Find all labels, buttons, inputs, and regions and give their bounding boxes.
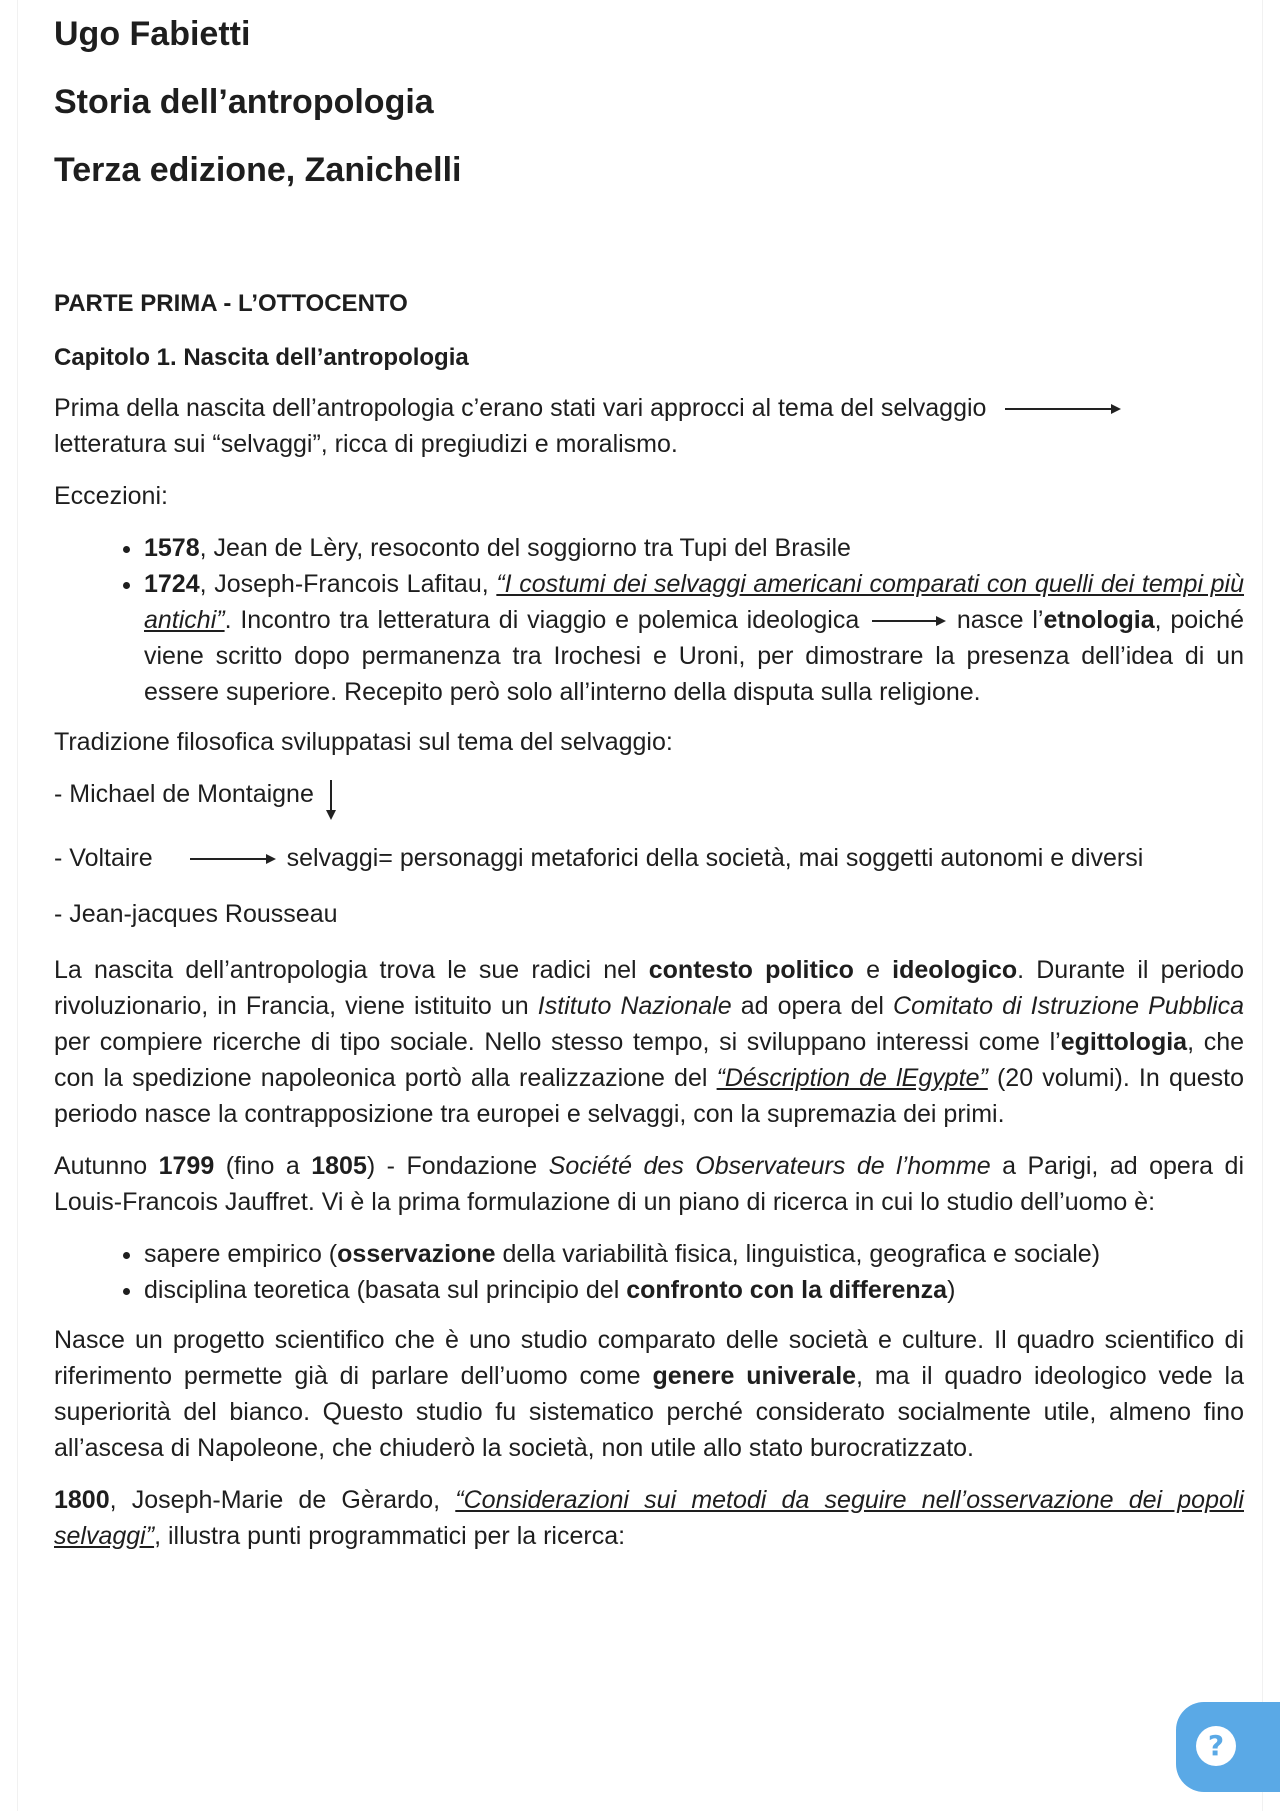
right-arrow-icon xyxy=(993,401,1123,417)
book-title: Storia dell’antropologia xyxy=(54,83,434,121)
work-title: “Déscription de lEgypte” xyxy=(716,1064,988,1092)
text: della variabilità fisica, linguistica, geografica e sociale) xyxy=(495,1240,1101,1268)
italic-term: Istituto Nazionale xyxy=(537,992,732,1020)
philosopher-montaigne xyxy=(54,776,1244,820)
paragraph-1799 xyxy=(54,1148,1244,1220)
text: ad opera del xyxy=(731,992,894,1020)
intro-line-2: letteratura sui “selvaggi”, ricca di pregiudizi e moralismo. xyxy=(54,430,678,458)
item-text: . Incontro tra letteratura di viaggio e polemica ideologica xyxy=(224,606,860,634)
text: , che con la spedizione napoleonica portò alla realizzazione del xyxy=(54,1028,1245,1092)
study-list xyxy=(54,1236,1244,1308)
item-text: nasce l’ xyxy=(956,606,1044,634)
item-text: , Jean de Lèry, resoconto del soggiorno tra Tupi del Brasile xyxy=(199,534,851,562)
year: 1578 xyxy=(144,534,200,562)
text: , illustra punti programmatici per la ricerca: xyxy=(154,1522,626,1550)
philosopher-voltaire xyxy=(54,840,1244,876)
chapter-heading: Capitolo 1. Nascita dell’antropologia xyxy=(54,344,469,371)
voltaire-result: selvaggi= personaggi metaforici della società, mai soggetti autonomi e diversi xyxy=(286,844,1144,872)
italic-term: Société des Observateurs de l’homme xyxy=(548,1152,991,1180)
text: e xyxy=(853,956,893,984)
edition-title: Terza edizione, Zanichelli xyxy=(54,151,462,189)
intro-paragraph xyxy=(54,390,1244,462)
intro-line-1: Prima della nascita dell’antropologia c’erano stati vari approcci al tema del selvaggio xyxy=(54,394,987,422)
question-mark-icon: ? xyxy=(1196,1726,1236,1766)
bold-term: osservazione xyxy=(337,1240,496,1268)
bold-term: contesto politico xyxy=(648,956,854,984)
exceptions-label: Eccezioni: xyxy=(54,482,168,510)
text: Autunno xyxy=(54,1152,159,1180)
text: (20 volumi). In questo periodo nasce la contrapposizione tra europei e selvaggi, con la supremazia dei primi. xyxy=(54,1064,1245,1128)
bold-term: ideologico xyxy=(892,956,1018,984)
year: 1799 xyxy=(158,1152,215,1180)
text: a Parigi, ad opera di Louis-Francois Jauffret. Vi è la prima formulazione di un piano di ricerca in cui lo studio dell’uomo è: xyxy=(54,1152,1245,1216)
philosopher-name: - Michael de Montaigne xyxy=(54,780,314,808)
list-item xyxy=(144,1272,1244,1308)
term: etnologia xyxy=(1043,606,1155,634)
text: Nasce un progetto scientifico che è uno studio comparato delle società e culture. Il quadro scientifico di riferimento permette già di parlare dell’uomo come xyxy=(54,1326,1244,1390)
work-title: “Considerazioni sui metodi da seguire nell’osservazione dei popoli selvaggi” xyxy=(54,1486,1244,1550)
author-title: Ugo Fabietti xyxy=(54,15,251,53)
paragraph-1800 xyxy=(54,1482,1244,1554)
bold-term: genere univerale xyxy=(652,1362,857,1390)
text: , ma il quadro ideologico vede la superiorità del bianco. Questo studio fu sistematico perché considerato socialmente utile, almeno fino all’ascesa di Napoleone, che chiuderò la società, non utile allo stato burocratizzato. xyxy=(54,1362,1244,1462)
year: 1805 xyxy=(311,1152,367,1180)
text: (fino a xyxy=(214,1152,312,1180)
text: La nascita dell’antropologia trova le sue radici nel xyxy=(54,956,649,984)
help-button[interactable] xyxy=(1176,1702,1280,1792)
text: ) - Fondazione xyxy=(366,1152,549,1180)
document-content xyxy=(54,14,1244,1570)
bold-term: egittologia xyxy=(1060,1028,1188,1056)
item-text: , poiché viene scritto dopo permanenza tra Irochesi e Uroni, per dimostrare la presenza dell’idea di un essere superiore. Recepito però solo all’interno della disputa sulla religione. xyxy=(144,606,1245,706)
paragraph-birth xyxy=(54,952,1244,1132)
work-title: “I costumi dei selvaggi americani comparati con quelli dei tempi più antichi” xyxy=(144,570,1245,634)
text: . Durante il periodo rivoluzionario, in Francia, viene istituito un xyxy=(54,956,1244,1020)
year: 1724 xyxy=(144,570,200,598)
philosophy-label: Tradizione filosofica sviluppatasi sul tema del selvaggio: xyxy=(54,728,673,756)
text: per compiere ricerche di tipo sociale. Nello stesso tempo, si sviluppano interessi come l’ xyxy=(54,1028,1061,1056)
paragraph-project xyxy=(54,1322,1244,1466)
bold-term: confronto con la differenza xyxy=(626,1276,948,1304)
philosopher-rousseau: - Jean-jacques Rousseau xyxy=(54,900,338,928)
list-item xyxy=(144,566,1244,710)
item-text: , Joseph-Francois Lafitau, xyxy=(199,570,497,598)
text: ) xyxy=(947,1276,956,1304)
right-arrow-icon xyxy=(160,851,280,867)
text: , Joseph-Marie de Gèrardo, xyxy=(109,1486,456,1514)
list-item xyxy=(144,530,1244,566)
exceptions-list xyxy=(54,530,1244,710)
philosopher-name: - Voltaire xyxy=(54,844,153,872)
document-page xyxy=(18,0,1262,1811)
year: 1800 xyxy=(54,1486,110,1514)
italic-term: Comitato di Istruzione Pubblica xyxy=(893,992,1244,1020)
text: disciplina teoretica (basata sul principio del xyxy=(144,1276,627,1304)
list-item xyxy=(144,1236,1244,1272)
text: sapere empirico ( xyxy=(144,1240,338,1268)
part-heading: PARTE PRIMA - L’OTTOCENTO xyxy=(54,290,408,317)
down-arrow-icon xyxy=(321,776,341,820)
right-arrow-icon xyxy=(868,613,948,629)
